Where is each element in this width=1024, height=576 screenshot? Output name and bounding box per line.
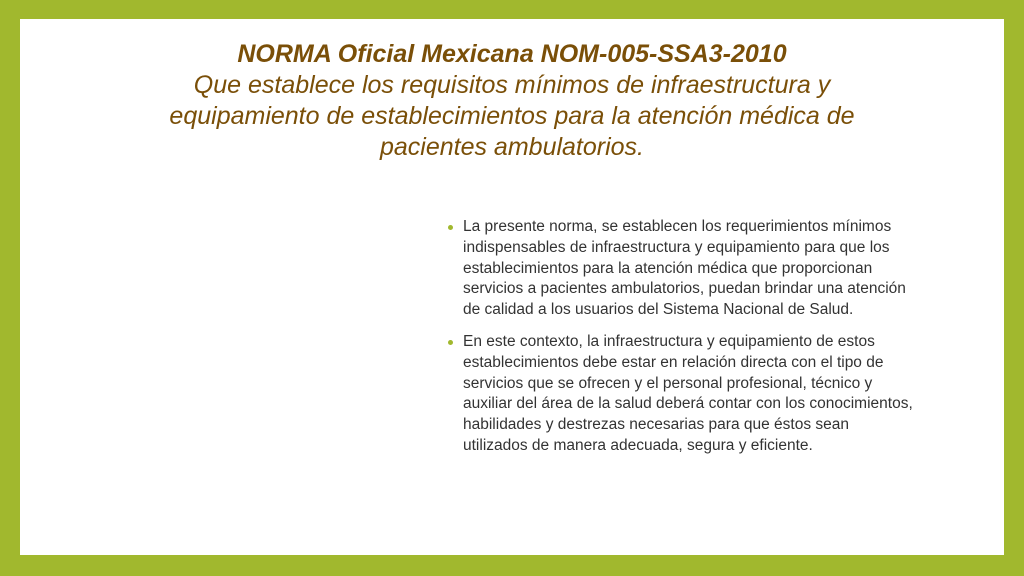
bullet-dot-icon (448, 340, 453, 345)
slide-title (20, 39, 1004, 163)
list-item (445, 332, 915, 457)
title-main: NORMA Oficial Mexicana NOM-005-SSA3-2010 (237, 40, 787, 68)
list-item (445, 217, 915, 321)
bullet-dot-icon (448, 225, 453, 230)
title-subtitle: Que establece los requisitos mínimos de infraestructura y equipamiento de establecimientos para la atención médica de pacientes ambulatorios. (169, 71, 855, 161)
bullet-text: En este contexto, la infraestructura y equipamiento de estos establecimientos debe estar en relación directa con el tipo de servicios que se ofrecen y el personal profesional, técnico y auxiliar del área de la salud deberá contar con los conocimientos, habilidades y destrezas necesarias para que éstos sean utilizados de manera adecuada, segura y eficiente. (463, 332, 913, 454)
bullet-list (445, 217, 915, 468)
bullet-text: La presente norma, se establecen los requerimientos mínimos indispensables de infraestructura y equipamiento para que los establecimientos para la atención médica que proporcionan servicios a pacientes ambulatorios, puedan brindar una atención de calidad a los usuarios del Sistema Nacional de Salud. (463, 218, 906, 319)
slide-content (20, 19, 1004, 555)
